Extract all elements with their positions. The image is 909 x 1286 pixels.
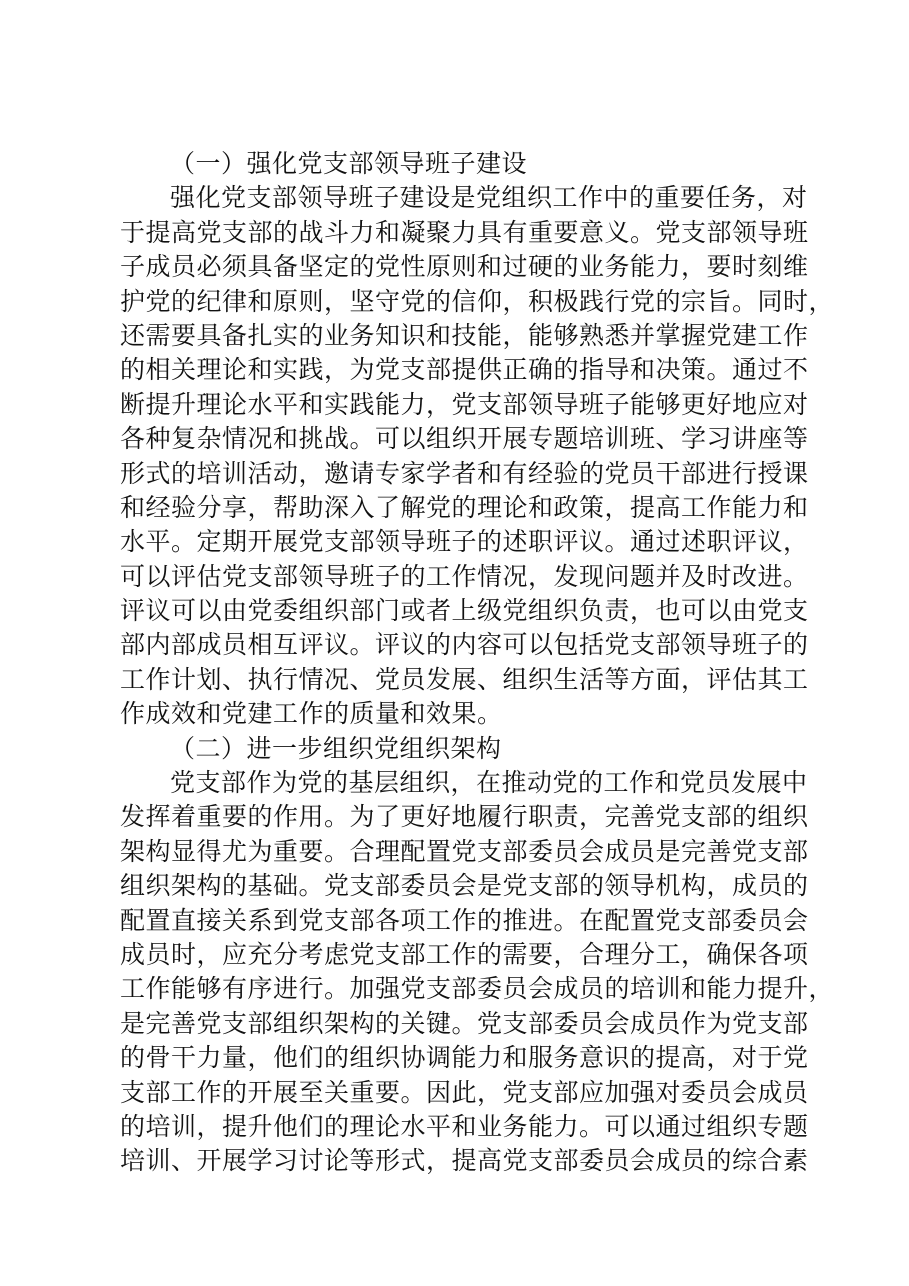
section-heading-2: （二）进一步组织党组织架构 <box>170 733 502 763</box>
paragraph-line: 强化党支部领导班子建设是党组织工作中的重要任务，对 <box>170 183 808 213</box>
paragraph-line: 子成员必须具备坚定的党性原则和过硬的业务能力，要时刻维 <box>120 252 809 282</box>
paragraph-line: 培训、开展学习讨论等形式，提高党支部委员会成员的综合素 <box>120 1146 809 1176</box>
paragraph-line: 支部工作的开展至关重要。因此，党支部应加强对委员会成员 <box>120 1077 809 1107</box>
paragraph-line: 组织架构的基础。党支部委员会是党支部的领导机构，成员的 <box>120 871 809 901</box>
paragraph-line: 架构显得尤为重要。合理配置党支部委员会成员是完善党支部 <box>120 836 809 866</box>
paragraph-line: 护党的纪律和原则，坚守党的信仰，积极践行党的宗旨。同时， <box>120 286 835 316</box>
paragraph-line: 水平。定期开展党支部领导班子的述职评议。通过述职评议， <box>120 527 809 557</box>
paragraph-line: 部内部成员相互评议。评议的内容可以包括党支部领导班子的 <box>120 630 809 660</box>
paragraph-line: 评议可以由党委组织部门或者上级党组织负责，也可以由党支 <box>120 596 809 626</box>
paragraph-line: 是完善党支部组织架构的关键。党支部委员会成员作为党支部 <box>120 1008 809 1038</box>
paragraph-line: 作成效和党建工作的质量和效果。 <box>120 699 503 729</box>
paragraph-line: 的相关理论和实践，为党支部提供正确的指导和决策。通过不 <box>120 355 809 385</box>
paragraph-line: 断提升理论水平和实践能力，党支部领导班子能够更好地应对 <box>120 389 809 419</box>
paragraph-line: 工作能够有序进行。加强党支部委员会成员的培训和能力提升， <box>120 974 835 1004</box>
paragraph-line: 于提高党支部的战斗力和凝聚力具有重要意义。党支部领导班 <box>120 217 809 247</box>
paragraph-line: 党支部作为党的基层组织，在推动党的工作和党员发展中 <box>170 768 808 798</box>
paragraph-line: 的骨干力量，他们的组织协调能力和服务意识的提高，对于党 <box>120 1043 809 1073</box>
paragraph-line: 成员时，应充分考虑党支部工作的需要，合理分工，确保各项 <box>120 939 809 969</box>
paragraph-line: 可以评估党支部领导班子的工作情况，发现问题并及时改进。 <box>120 561 809 591</box>
paragraph-line: 发挥着重要的作用。为了更好地履行职责，完善党支部的组织 <box>120 802 809 832</box>
document-body <box>120 147 835 1179</box>
paragraph-line: 工作计划、执行情况、党员发展、组织生活等方面，评估其工 <box>120 664 809 694</box>
section-heading-1: （一）强化党支部领导班子建设 <box>170 149 528 178</box>
paragraph-line: 和经验分享，帮助深入了解党的理论和政策，提高工作能力和 <box>120 492 809 522</box>
paragraph-line: 配置直接关系到党支部各项工作的推进。在配置党支部委员会 <box>120 905 809 935</box>
paragraph-line: 的培训，提升他们的理论水平和业务能力。可以通过组织专题 <box>120 1111 809 1141</box>
paragraph-line: 各种复杂情况和挑战。可以组织开展专题培训班、学习讲座等 <box>120 424 809 454</box>
paragraph-line: 形式的培训活动，邀请专家学者和有经验的党员干部进行授课 <box>120 458 809 488</box>
paragraph-line: 还需要具备扎实的业务知识和技能，能够熟悉并掌握党建工作 <box>120 320 809 350</box>
